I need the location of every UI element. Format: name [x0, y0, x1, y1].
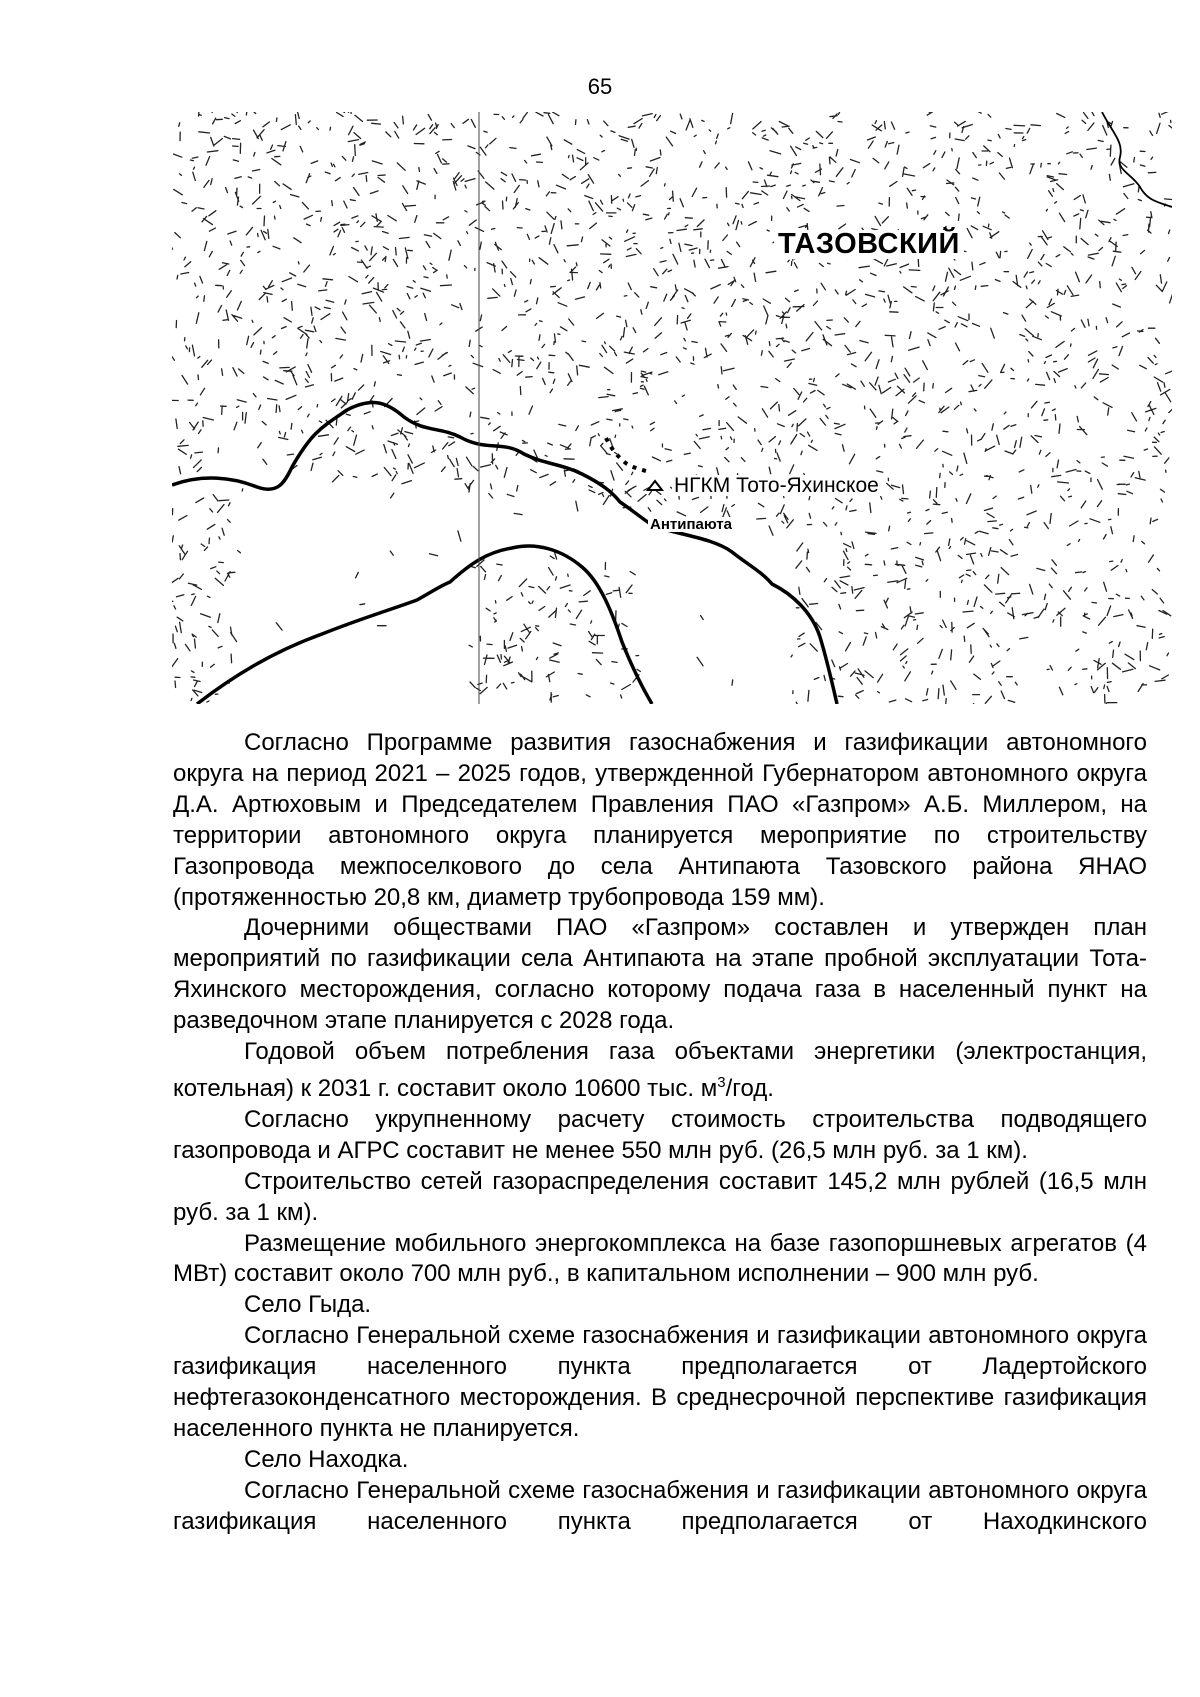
paragraph: Согласно Генеральной схеме газоснабжения и газификации автономного округа газификация населенного пункта предполагается от Находкинского — [173, 1476, 1147, 1535]
map-coastline-south — [197, 546, 652, 704]
section-heading-nakhodka: Село Находка. — [244, 1445, 409, 1473]
paragraph: Строительство сетей газораспределения составит 145,2 млн рублей (16,5 млн руб. за 1 км). — [173, 1167, 1147, 1226]
paragraph: Размещение мобильного энергокомплекса на базе газопоршневых агрегатов (4 МВт) составит около 700 млн руб., в капитальном исполнении – 900 млн руб. — [173, 1229, 1147, 1288]
map-terrain-strokes — [172, 112, 1172, 704]
section-heading-gyda: Село Гыда. — [244, 1291, 372, 1319]
consumption-text: Годовой объем потребления газа объектами энергетики (электростанция, котельная) к 2031 г. составит около 10600 тыс. м — [173, 1038, 1147, 1102]
paragraph: Согласно Генеральной схеме газоснабжения и газификации автономного округа газификация населенного пункта предполагается от Ладертойского нефтегазоконденсатного месторождения. В среднесрочной перспективе газификация населенного пункта не планируется. — [173, 1322, 1147, 1442]
paragraph: Согласно укрупненному расчету стоимость строительства подводящего газопровода и АГРС составит не менее 550 млн руб. (26,5 млн руб. за 1 км). — [173, 1105, 1147, 1164]
superscript: 3 — [717, 1073, 726, 1091]
body-text — [173, 728, 1147, 1538]
consumption-unit: /год. — [725, 1074, 774, 1102]
page-number: 65 — [587, 74, 613, 99]
map-coastline-north — [172, 403, 837, 704]
map-drawing — [172, 112, 1172, 704]
map-village-label: Антипаюта — [650, 516, 732, 533]
paragraph: Согласно Программе развития газоснабжения и газификации автономного округа на период 2021 – 2025 годов, утвержденной Губернатором автономного округа Д.А. Артюховым и Председателем Правления ПАО «Газпром» А.Б. Миллером, на территории автономного округа планируется мероприятие по строительству Газопровода межпоселкового до села Антипаюта Тазовского района ЯНАО (протяженностью 20,8 км, диаметр трубопровода 159 мм). — [173, 729, 1147, 911]
map-region-label: ТАЗОВСКИЙ — [774, 230, 964, 259]
map-terrain-texture — [172, 112, 1172, 704]
map-field-label: НГКМ Тото-Яхинское — [674, 474, 879, 497]
map-pipeline-route — [606, 438, 650, 472]
map-figure — [172, 112, 1172, 704]
map-coastline-east — [1102, 112, 1172, 207]
map-village-marker — [648, 481, 662, 490]
paragraph: Дочерними обществами ПАО «Газпром» составлен и утвержден план мероприятий по газификации села Антипаюта на этапе пробной эксплуатации Тота-Яхинского месторождения, согласно которому подача газа в населенный пункт на разведочном этапе планируется с 2028 года. — [173, 914, 1147, 1035]
paragraph-consumption — [173, 1037, 1147, 1105]
